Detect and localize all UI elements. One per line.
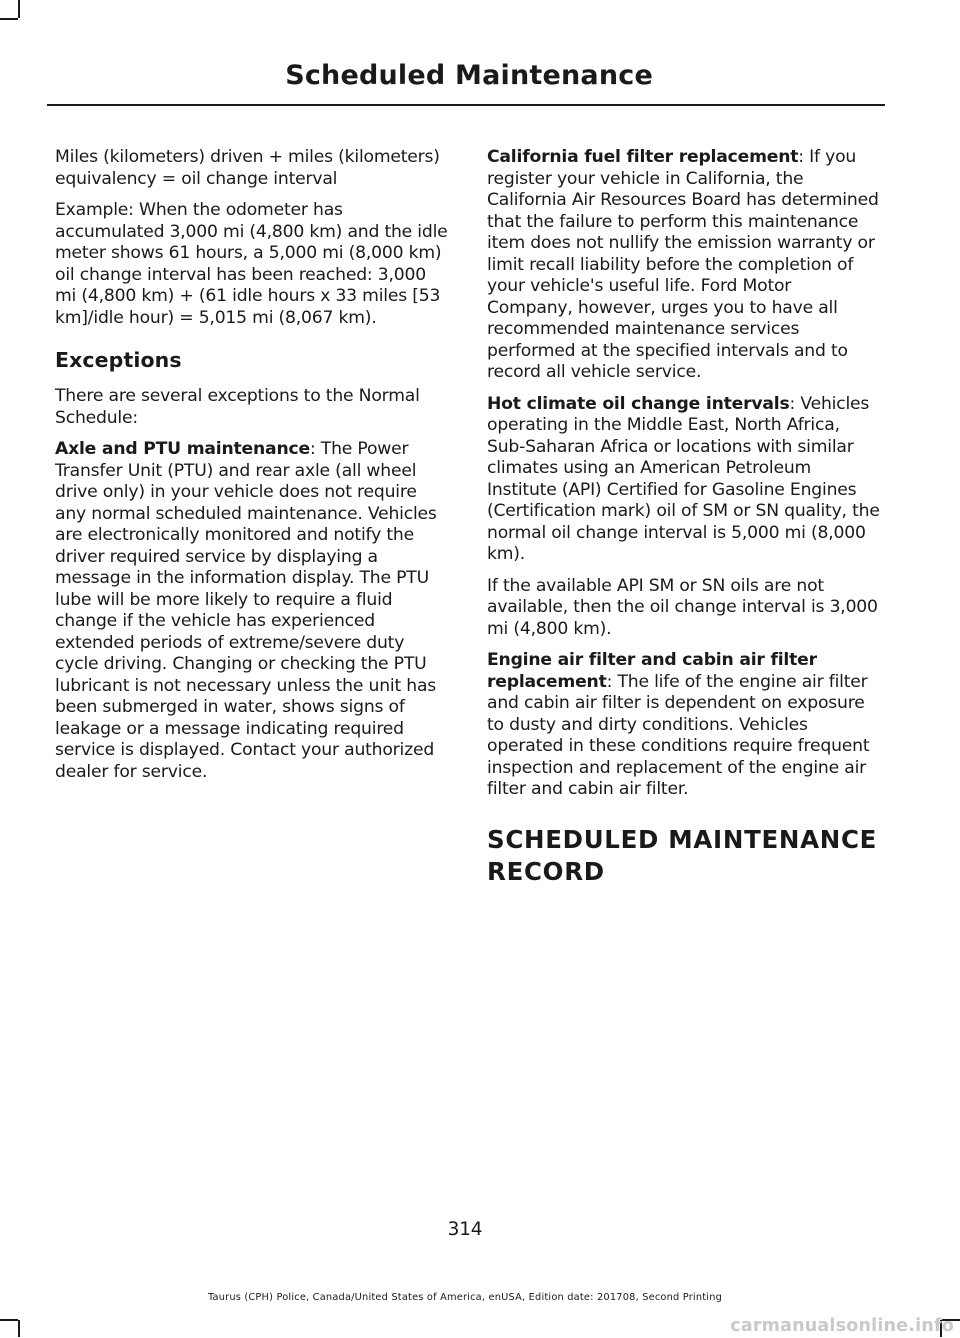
- page-number: 314: [447, 1219, 483, 1240]
- exceptions-intro: There are several exceptions to the Normal Schedule:: [55, 386, 420, 428]
- oil-interval-example: Example: When the odometer has accumulated 3,000 mi (4,800 km) and the idle meter shows 61 hours, a 5,000 mi (8,000 km) oil change interval has been reached: 3,000 mi (4,800 km) + (61 idle hours x 33 miles [53 km]/idle hour) = 5,015 mi (8,067 km).: [55, 200, 448, 328]
- california-filter-body: : If you register your vehicle in California, the California Air Resources Board has determined that the failure to perform this maintenance item does not nullify the emission warranty or limit recall liability before the completion of your vehicle's useful life. Ford Motor Company, however, urges you to have all recommended maintenance services performed at the specified intervals and to record all vehicle service.: [487, 147, 879, 382]
- crop-mark-top-left: [18, 0, 20, 18]
- air-filter-lead: Engine air filter and cabin air filter replacement: [487, 650, 817, 692]
- oil-interval-formula: Miles (kilometers) driven + miles (kilometers) equivalency = oil change interval: [55, 147, 440, 189]
- crop-mark-top-left: [0, 18, 18, 20]
- left-column: [55, 147, 450, 793]
- california-filter-paragraph: [487, 147, 882, 384]
- hot-climate-body: : Vehicles operating in the Middle East, North Africa, Sub-Saharan Africa or locations with similar climates using an American Petroleum Institute (API) Certified for Gasoline Engines (Certification mark) oil of SM or SN quality, the normal oil change interval is 5,000 mi (8,000 km).: [487, 393, 880, 564]
- maintenance-record-heading-line1: SCHEDULED MAINTENANCE: [487, 824, 878, 854]
- page-header-title: Scheduled Maintenance: [285, 60, 653, 91]
- air-filter-paragraph: [487, 650, 882, 801]
- right-column: [487, 147, 882, 888]
- hot-climate-paragraph: [487, 394, 882, 566]
- air-filter-body: : The life of the engine air filter and cabin air filter is dependent on exposure to dusty and dirty conditions. Vehicles operated in these conditions require frequent inspection and replacement of the engine air filter and cabin air filter.: [487, 671, 870, 799]
- axle-ptu-lead: Axle and PTU maintenance: [55, 439, 310, 459]
- crop-mark-bottom-left: [18, 1320, 20, 1337]
- maintenance-record-heading: [487, 824, 882, 888]
- api-oil-paragraph: If the available API SM or SN oils are not available, then the oil change interval is 3,000 mi (4,800 km).: [487, 575, 878, 639]
- crop-mark-bottom-left: [0, 1319, 18, 1321]
- edition-footer: Taurus (CPH) Police, Canada/United States of America, enUSA, Edition date: 201708, Second Printing: [207, 1292, 723, 1303]
- header-divider: [47, 104, 885, 106]
- hot-climate-lead: Hot climate oil change intervals: [487, 393, 790, 414]
- axle-ptu-paragraph: [55, 439, 450, 783]
- watermark: carmanualsonline.info: [730, 1316, 954, 1336]
- axle-ptu-body: : The Power Transfer Unit (PTU) and rear axle (all wheel drive only) in your vehicle does not require any normal scheduled maintenance. Vehicles are electronically monitored and notify the driver required service by displaying a message in the information display. The PTU lube will be more likely to require a fluid change if the vehicle has experienced extended periods of extreme/severe duty cycle driving. Changing or checking the PTU lubricant is not necessary unless the unit has been submerged in water, shows signs of leakage or a message indicating required service is displayed. Contact your authorized dealer for service.: [55, 439, 437, 782]
- exceptions-heading: Exceptions: [55, 348, 182, 372]
- maintenance-record-heading-line2: RECORD: [487, 856, 605, 886]
- california-filter-lead: California fuel filter replacement: [487, 147, 799, 167]
